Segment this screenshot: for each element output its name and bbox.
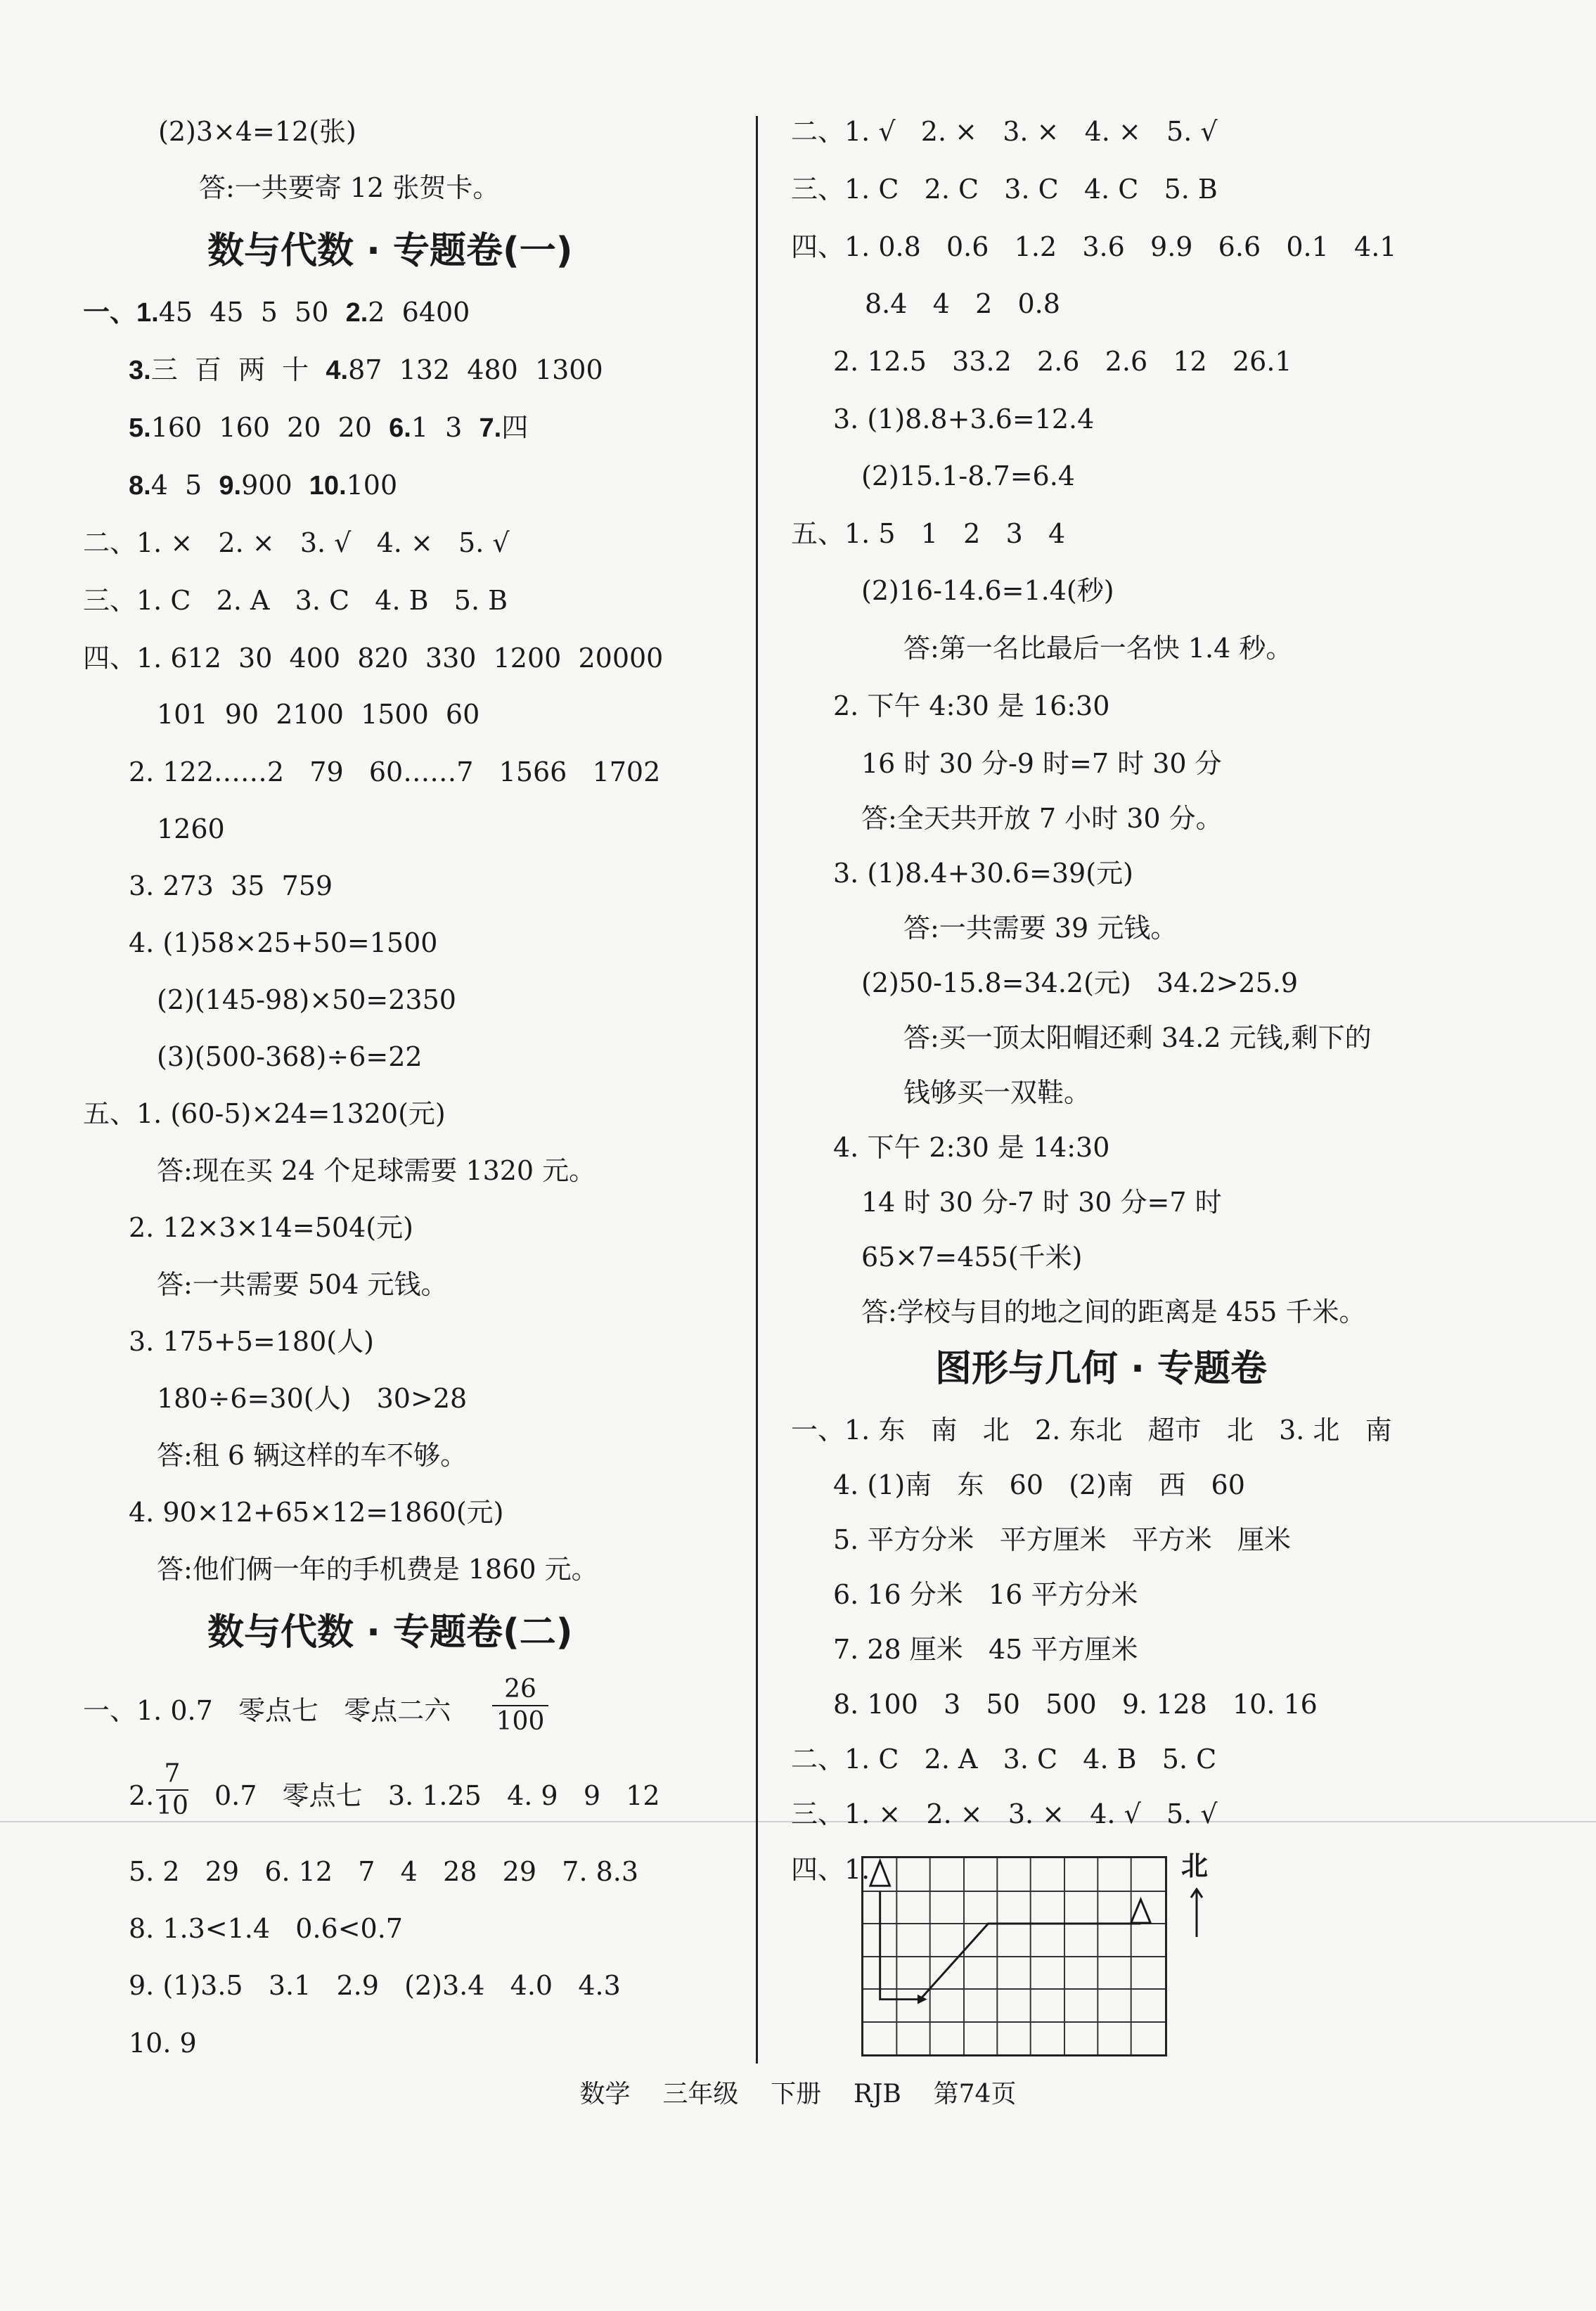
- fraction: 26 100: [492, 1675, 548, 1736]
- answer-line: 4. 下午 2:30 是 14:30: [833, 1132, 1110, 1163]
- answer-line: 答:现在买 24 个足球需要 1320 元。: [157, 1155, 596, 1186]
- answer-line: 一、1. 东 南 北 2. 东北 超市 北 3. 北 南: [791, 1415, 1392, 1446]
- answer-line: 8.4 5 9.900 10.100: [129, 470, 398, 501]
- answer-line: 答:他们俩一年的手机费是 1860 元。: [157, 1554, 598, 1585]
- answer-line: (2)(145-98)×50=2350: [157, 984, 456, 1015]
- answer-line: 2. 12×3×14=504(元): [129, 1212, 413, 1243]
- route-path: [880, 1891, 1141, 2000]
- answer-line: 3. (1)8.4+30.6=39(元): [833, 858, 1133, 889]
- answer-line: 4. 90×12+65×12=1860(元): [129, 1497, 504, 1528]
- section-title: 数与代数 · 专题卷(二): [207, 1611, 573, 1654]
- answer-line: 65×7=455(千米): [861, 1242, 1083, 1273]
- answer-line: 答:一共需要 504 元钱。: [157, 1269, 448, 1300]
- answer-line: 101 90 2100 1500 60: [157, 699, 480, 730]
- answer-line: (3)(500-368)÷6=22: [157, 1041, 423, 1072]
- answer-line: 2. 下午 4:30 是 16:30: [833, 690, 1110, 721]
- answer-line: 8. 1.3<1.4 0.6<0.7: [129, 1913, 403, 1944]
- answer-line: 14 时 30 分-7 时 30 分=7 时: [861, 1187, 1222, 1218]
- answer-line: (2)3×4=12(张): [158, 116, 356, 147]
- start-marker-icon: [870, 1861, 890, 1886]
- answer-line: 3. 175+5=180(人): [129, 1326, 374, 1357]
- answer-line: 0.7 零点七 3. 1.25 4. 9 9 12: [214, 1780, 660, 1811]
- answer-line: 2. 12.5 33.2 2.6 2.6 12 26.1: [833, 346, 1292, 377]
- north-label: 北: [1181, 1850, 1209, 1881]
- answer-line: (2)50-15.8=34.2(元) 34.2>25.9: [861, 967, 1299, 998]
- answer-line: 答:学校与目的地之间的距离是 455 千米。: [861, 1296, 1366, 1327]
- answer-line: 5.160 160 20 20 6.1 3 7.四: [129, 412, 529, 443]
- answer-line: 四、1.: [791, 1854, 870, 1885]
- grid-lines: [863, 1858, 1165, 2054]
- answer-line: 答:租 6 辆这样的车不够。: [157, 1440, 468, 1471]
- fraction: 7 10: [156, 1759, 188, 1820]
- answer-line: 6. 16 分米 16 平方分米: [833, 1579, 1138, 1610]
- answer-line: 4. (1)南 东 60 (2)南 西 60: [833, 1469, 1245, 1500]
- answer-line: 3.三 百 两 十 4.87 132 480 1300: [129, 354, 603, 385]
- column-divider: [756, 116, 758, 2064]
- answer-line: 9. (1)3.5 3.1 2.9 (2)3.4 4.0 4.3: [129, 1970, 621, 2001]
- answer-line: 一、1.45 45 5 50 2.2 6400: [83, 297, 470, 328]
- answer-line: 10. 9: [129, 2028, 197, 2059]
- section-title: 图形与几何 · 专题卷: [935, 1348, 1267, 1390]
- answer-line: (2)15.1-8.7=6.4: [861, 461, 1075, 491]
- answer-line: 三、1. C 2. C 3. C 4. C 5. B: [791, 174, 1218, 205]
- answer-line: 钱够买一双鞋。: [903, 1077, 1091, 1108]
- answer-line: 一、1. 0.7 零点七 零点二六: [83, 1695, 451, 1726]
- section-title: 数与代数 · 专题卷(一): [207, 230, 573, 272]
- answer-line: (2)16-14.6=1.4(秒): [861, 575, 1114, 606]
- answer-line: 三、1. × 2. × 3. × 4. √ 5. √: [791, 1798, 1218, 1829]
- answer-line: 8. 100 3 50 500 9. 128 10. 16: [833, 1689, 1318, 1720]
- answer-line: 3. 273 35 759: [129, 870, 333, 901]
- answer-line: 二、1. C 2. A 3. C 4. B 5. C: [791, 1744, 1217, 1775]
- answer-line: 2.: [129, 1780, 155, 1811]
- page-footer: 数学 三年级 下册 RJB 第74页: [579, 2080, 1017, 2109]
- answer-line: 答:全天共开放 7 小时 30 分。: [861, 803, 1223, 834]
- answer-line: 二、1. × 2. × 3. √ 4. × 5. √: [83, 527, 510, 558]
- answer-line: 答:一共要寄 12 张贺卡。: [199, 172, 500, 203]
- answer-line: 4. (1)58×25+50=1500: [129, 927, 438, 958]
- north-arrow-icon: [1188, 1888, 1205, 1937]
- answer-line: 8.4 4 2 0.8: [865, 288, 1060, 319]
- answer-line: 答:买一顶太阳帽还剩 34.2 元钱,剩下的: [903, 1022, 1372, 1053]
- route-grid-diagram: [861, 1856, 1167, 2056]
- answer-line: 四、1. 612 30 400 820 330 1200 20000: [83, 643, 664, 674]
- answer-line: 180÷6=30(人) 30>28: [157, 1383, 468, 1414]
- answer-line: 16 时 30 分-9 时=7 时 30 分: [861, 748, 1222, 779]
- answer-line: 5. 平方分米 平方厘米 平方米 厘米: [833, 1524, 1292, 1555]
- answer-line: 二、1. √ 2. × 3. × 4. × 5. √: [791, 116, 1218, 147]
- answer-line: 答:一共需要 39 元钱。: [903, 913, 1178, 944]
- answer-line: 五、1. (60-5)×24=1320(元): [83, 1098, 446, 1129]
- answer-line: 1260: [157, 813, 225, 844]
- answer-line: 7. 28 厘米 45 平方厘米: [833, 1634, 1138, 1665]
- end-marker-icon: [1131, 1900, 1151, 1923]
- answer-line: 三、1. C 2. A 3. C 4. B 5. B: [83, 585, 508, 616]
- answer-line: 3. (1)8.8+3.6=12.4: [833, 404, 1095, 434]
- answer-line: 四、1. 0.8 0.6 1.2 3.6 9.9 6.6 0.1 4.1: [791, 231, 1397, 262]
- answer-line: 2. 122……2 79 60……7 1566 1702: [129, 757, 661, 787]
- answer-line: 5. 2 29 6. 12 7 4 28 29 7. 8.3: [129, 1856, 639, 1887]
- answer-line: 答:第一名比最后一名快 1.4 秒。: [903, 633, 1293, 664]
- answer-line: 五、1. 5 1 2 3 4: [791, 518, 1066, 549]
